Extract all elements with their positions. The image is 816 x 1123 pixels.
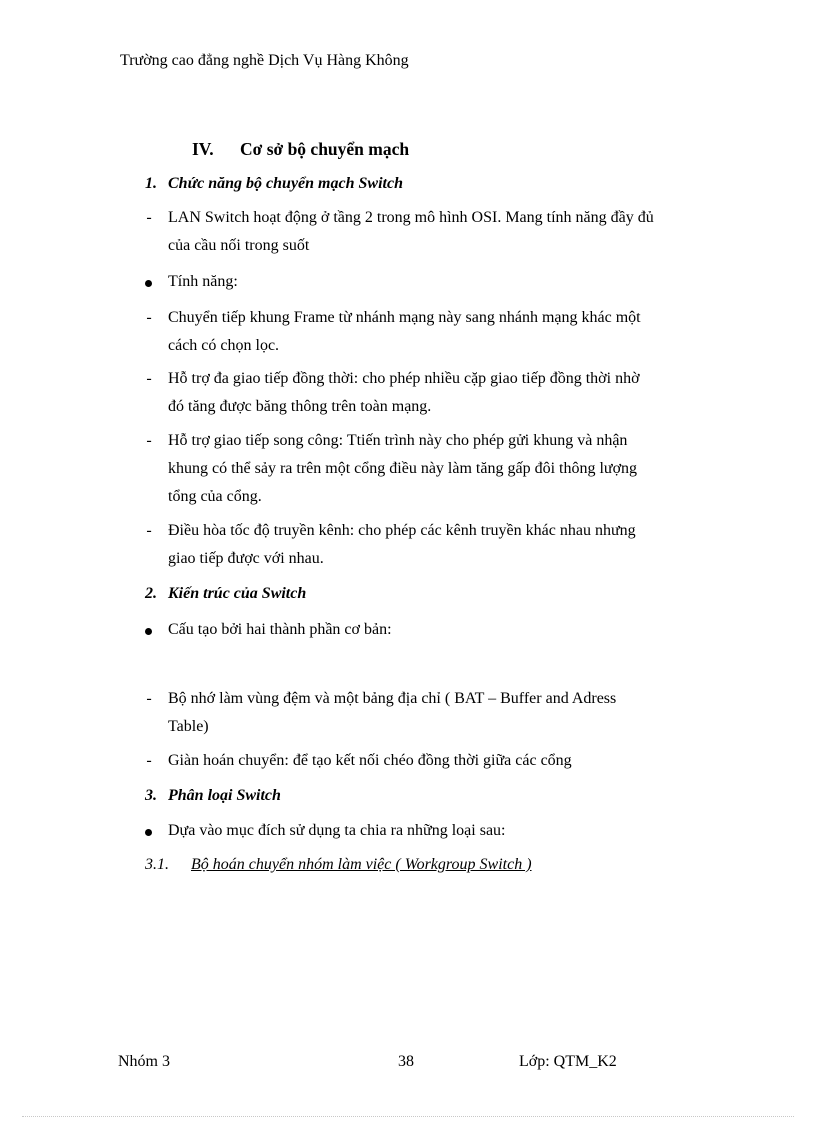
subsection-2-number: 2. <box>145 585 157 602</box>
dash-marker: - <box>146 752 152 769</box>
paragraph-line: Table) <box>168 718 209 735</box>
section-title: Cơ sở bộ chuyển mạch <box>240 139 410 159</box>
paragraph-line: Dựa vào mục đích sử dụng ta chia ra những loại sau: <box>168 822 506 839</box>
paragraph-line: tổng của cổng. <box>168 488 262 505</box>
bullet-icon <box>145 280 152 287</box>
section-number: IV. <box>192 139 214 159</box>
dash-marker: - <box>146 309 152 326</box>
subsection-3-number: 3. <box>145 787 157 804</box>
paragraph-line: cách có chọn lọc. <box>168 337 280 354</box>
paragraph-line: của cầu nối trong suốt <box>168 237 310 254</box>
paragraph-line: Điều hòa tốc độ truyền kênh: cho phép các kênh truyền khác nhau nhưng <box>168 522 636 539</box>
page-number: 38 <box>398 1053 414 1070</box>
paragraph-line: Cấu tạo bởi hai thành phần cơ bản: <box>168 621 392 638</box>
subsection-2-title: Kiến trúc của Switch <box>168 585 307 602</box>
paragraph-line: Chuyển tiếp khung Frame từ nhánh mạng này sang nhánh mạng khác một <box>168 309 641 326</box>
subsection-3-title: Phân loại Switch <box>168 787 281 804</box>
features-label: Tính năng: <box>168 273 238 290</box>
subsubsection-number: 3.1. <box>145 856 169 873</box>
subsubsection-title: Bộ hoán chuyển nhóm làm việc ( Workgroup Switch ) <box>191 856 532 873</box>
paragraph-line: Bộ nhớ làm vùng đệm và một bảng địa chỉ ( BAT – Buffer and Adress <box>168 690 617 707</box>
paragraph-line: giao tiếp được với nhau. <box>168 550 324 567</box>
paragraph-line: Giàn hoán chuyển: để tạo kết nối chéo đồng thời giữa các cổng <box>168 752 572 769</box>
paragraph-line: đó tăng được băng thông trên toàn mạng. <box>168 398 432 415</box>
dash-marker: - <box>146 522 152 539</box>
paragraph-line: Hỗ trợ giao tiếp song công: Ttiến trình này cho phép gửi khung và nhận <box>168 432 628 449</box>
subsection-1-number: 1. <box>145 175 157 192</box>
footer-group: Nhóm 3 <box>118 1053 170 1070</box>
paragraph-line: khung có thể sảy ra trên một cổng điều này làm tăng gấp đôi thông lượng <box>168 460 638 477</box>
bullet-icon <box>145 628 152 635</box>
paragraph-line: Hỗ trợ đa giao tiếp đồng thời: cho phép nhiều cặp giao tiếp đồng thời nhờ <box>168 370 640 387</box>
page-header: Trường cao đẳng nghề Dịch Vụ Hàng Không <box>120 52 409 69</box>
subsection-1-title: Chức năng bộ chuyển mạch Switch <box>168 175 403 192</box>
dash-marker: - <box>146 370 152 387</box>
dash-marker: - <box>146 690 152 707</box>
paragraph-line: LAN Switch hoạt động ở tầng 2 trong mô hình OSI. Mang tính năng đầy đủ <box>168 209 654 226</box>
dash-marker: - <box>146 432 152 449</box>
footer-class: Lớp: QTM_K2 <box>519 1053 617 1070</box>
page-boundary-divider <box>22 1116 794 1117</box>
dash-marker: - <box>146 209 152 226</box>
bullet-icon <box>145 829 152 836</box>
